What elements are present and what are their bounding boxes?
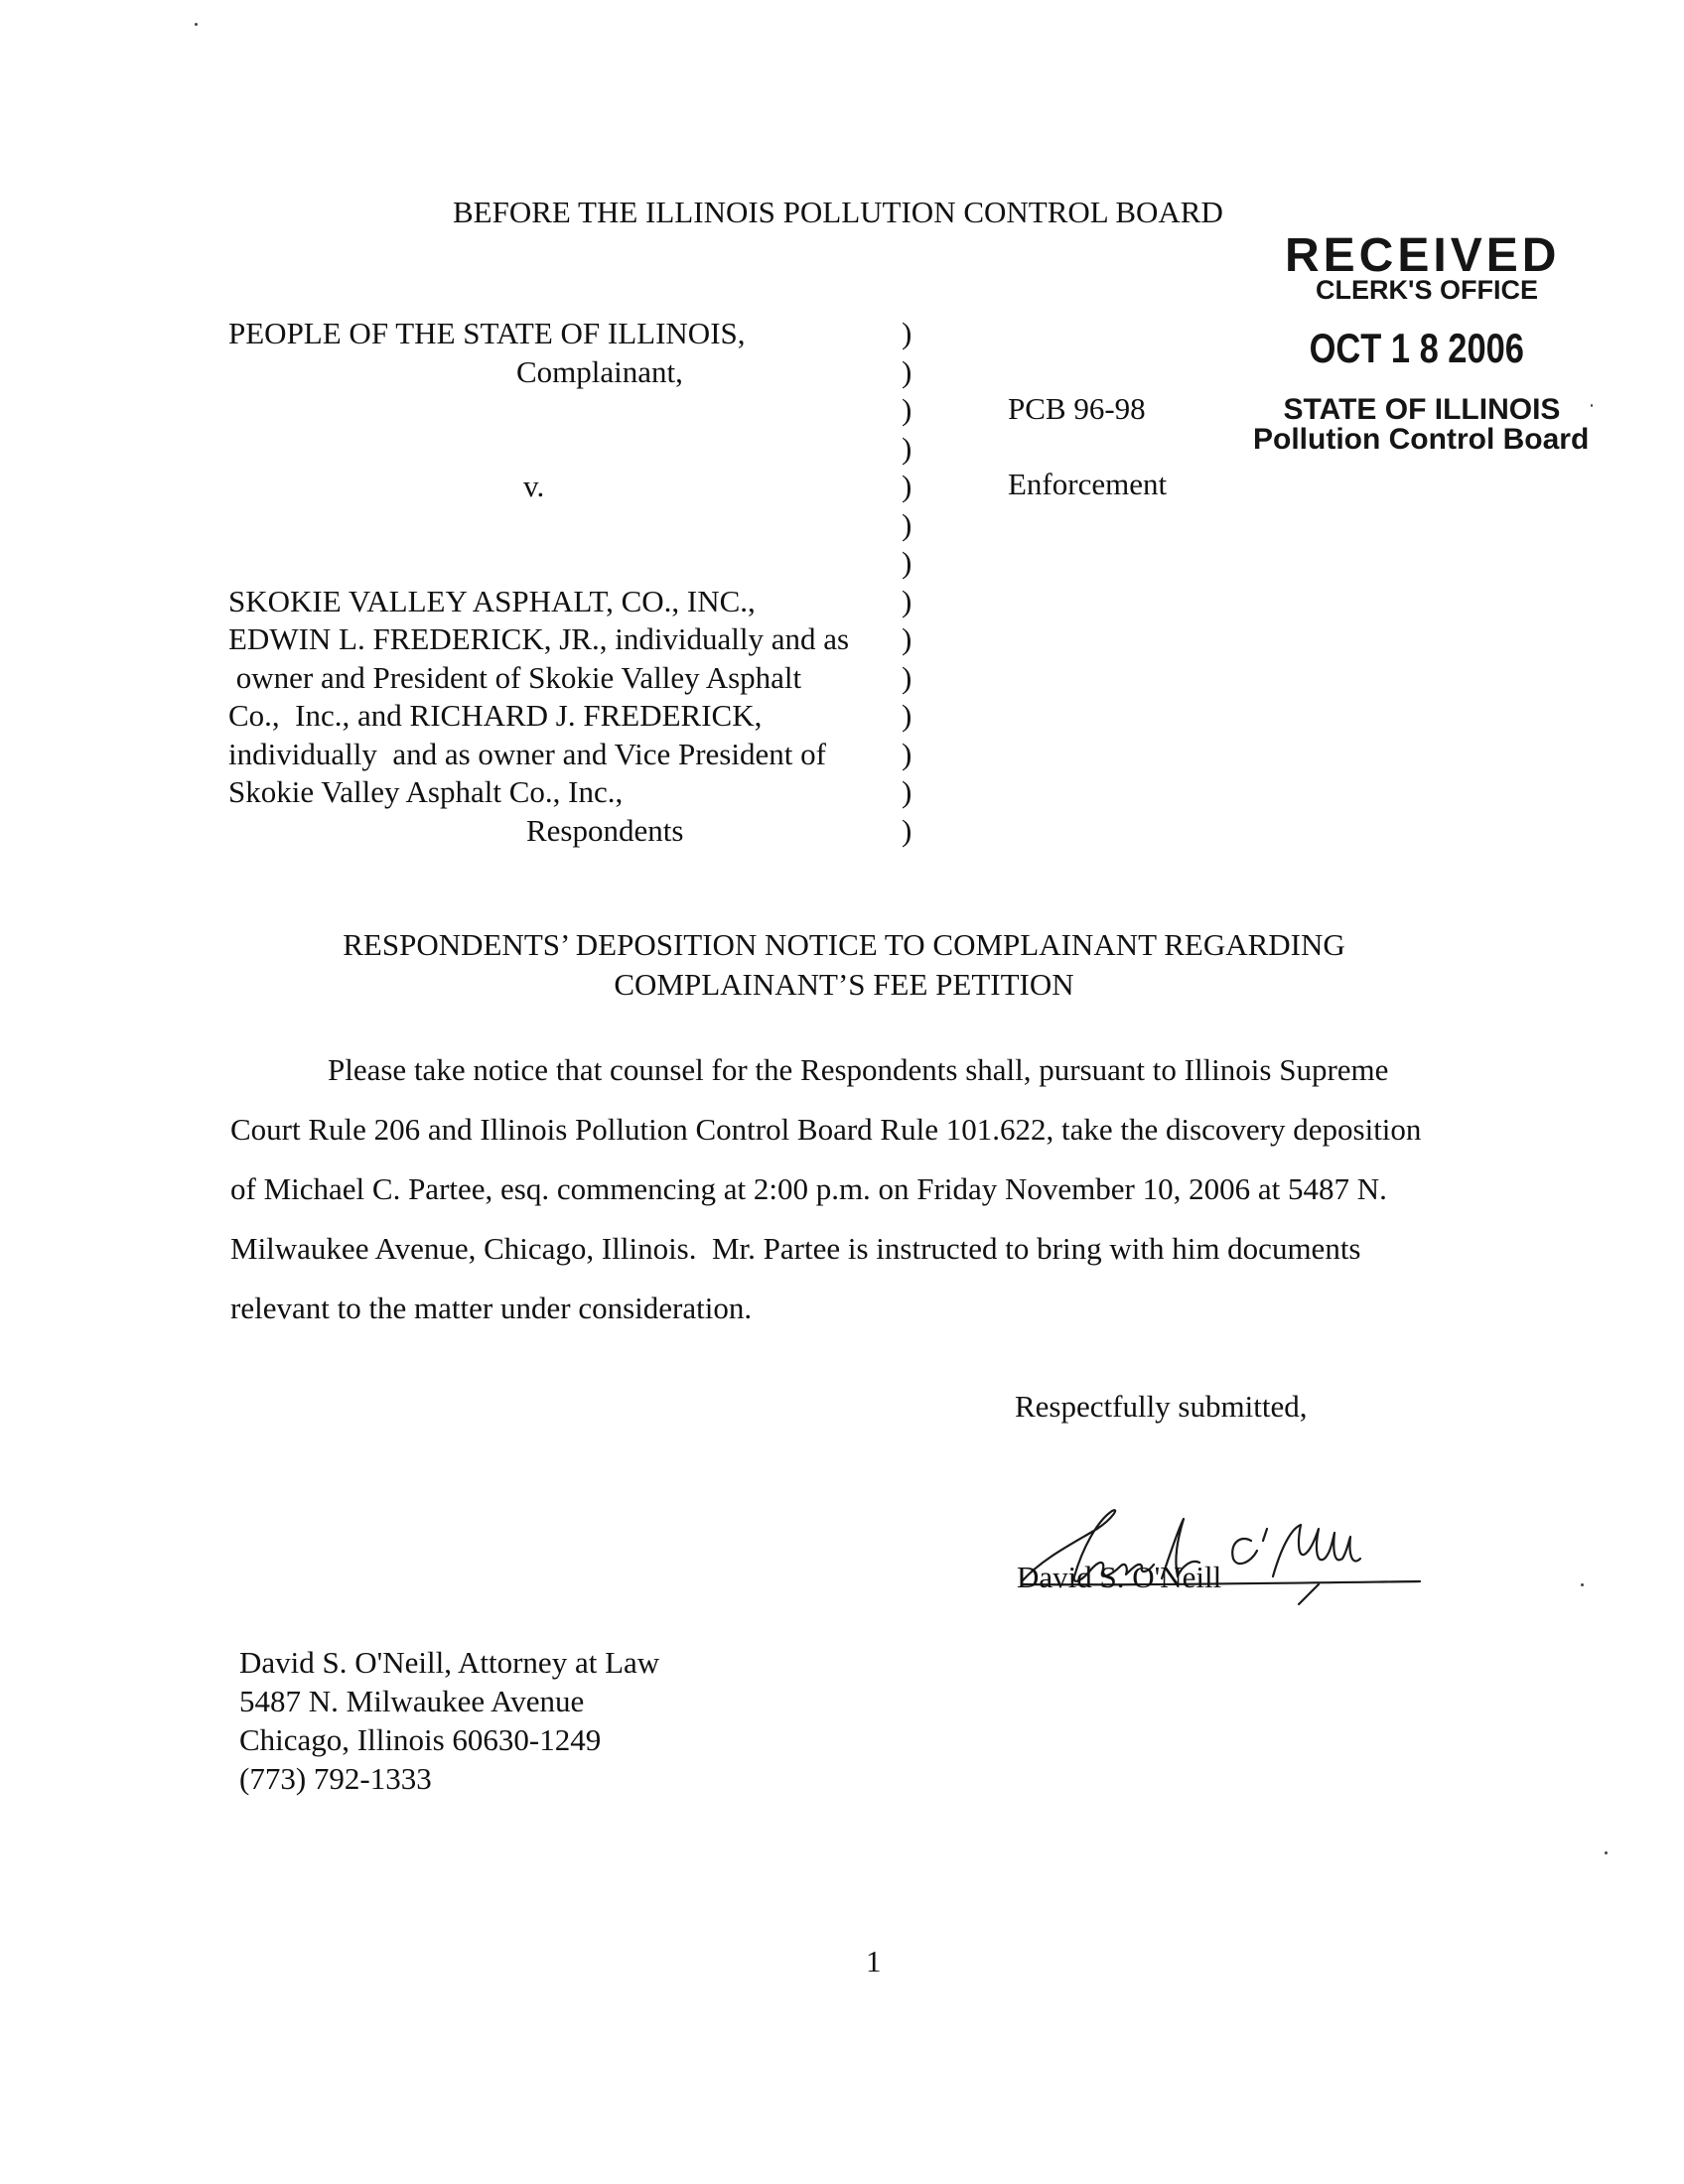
caption-paren: ) — [902, 659, 912, 695]
complainant-name: PEOPLE OF THE STATE OF ILLINOIS, — [228, 316, 746, 350]
respondent-line: EDWIN L. FREDERICK, JR., individually and as — [228, 621, 850, 656]
board-header: BEFORE THE ILLINOIS POLLUTION CONTROL BOARD — [453, 195, 1223, 229]
received-stamp — [1253, 229, 1590, 472]
respondent-line: Skokie Valley Asphalt Co., Inc., — [228, 774, 624, 809]
respondent-role: Respondents — [526, 812, 684, 848]
case-type: Enforcement — [1008, 467, 1168, 501]
stamp-state-label: STATE OF ILLINOIS — [1283, 393, 1561, 426]
case-number: PCB 96-98 — [1008, 391, 1146, 426]
body-line: relevant to the matter under consideration. — [230, 1291, 753, 1325]
attorney-address — [239, 1643, 659, 1798]
page-number: 1 — [866, 1944, 882, 1979]
respondent-line: Co., Inc., and RICHARD J. FREDERICK, — [228, 698, 763, 733]
scan-speck — [195, 23, 198, 26]
address-line: David S. O'Neill, Attorney at Law — [239, 1645, 660, 1680]
caption-paren: ) — [902, 506, 912, 542]
respondent-line: SKOKIE VALLEY ASPHALT, CO., INC., — [228, 583, 756, 618]
stamp-board-label: Pollution Control Board — [1253, 423, 1590, 456]
caption-paren: ) — [902, 545, 912, 580]
caption-paren: ) — [902, 736, 912, 771]
caption-paren: ) — [902, 774, 912, 809]
body-line: Please take notice that counsel for the Respondents shall, pursuant to Illinois Supreme — [328, 1052, 1389, 1087]
body-line: of Michael C. Partee, esq. commencing at 2:00 p.m. on Friday November 10, 2006 at 5487 N. — [230, 1171, 1387, 1206]
scan-speck — [1605, 1851, 1608, 1854]
versus-label: v. — [523, 469, 545, 503]
caption-paren: ) — [902, 698, 912, 733]
signer-printed-name: David S. O'Neill — [1017, 1560, 1222, 1594]
caption-paren: ) — [902, 583, 912, 618]
respondent-line: individually and as owner and Vice President of — [228, 736, 826, 771]
address-line: 5487 N. Milwaukee Avenue — [239, 1684, 585, 1718]
stamp-received-label: RECEIVED — [1285, 229, 1561, 282]
caption-paren: ) — [902, 392, 912, 427]
respondent-line: owner and President of Skokie Valley Asphalt — [228, 659, 802, 695]
scan-speck — [1591, 404, 1593, 407]
stamp-office-label: CLERK'S OFFICE — [1316, 275, 1538, 305]
body-line: Milwaukee Avenue, Chicago, Illinois. Mr. Partee is instructed to bring with him documents — [230, 1231, 1361, 1266]
title-line-2: COMPLAINANT’S FEE PETITION — [614, 967, 1074, 1002]
case-caption — [228, 315, 923, 850]
signature-text: David S. O'Neill — [1013, 1555, 1020, 1556]
caption-paren: ) — [902, 621, 912, 656]
caption-paren: ) — [902, 316, 912, 350]
caption-paren: ) — [902, 353, 912, 389]
body-line: Court Rule 206 and Illinois Pollution Control Board Rule 101.622, take the discovery deposition — [230, 1112, 1422, 1147]
title-line-1: RESPONDENTS’ DEPOSITION NOTICE TO COMPLAINANT REGARDING — [343, 927, 1345, 962]
scan-speck — [1581, 1583, 1584, 1586]
caption-paren: ) — [902, 469, 912, 503]
notice-body — [230, 1040, 1511, 1338]
stamp-date: OCT 1 8 2006 — [1309, 325, 1524, 371]
address-line: (773) 792-1333 — [239, 1761, 432, 1796]
caption-paren: ) — [902, 812, 912, 848]
complainant-role: Complainant, — [516, 353, 683, 389]
closing-salutation: Respectfully submitted, — [1015, 1389, 1308, 1424]
caption-paren: ) — [902, 430, 912, 466]
address-line: Chicago, Illinois 60630-1249 — [239, 1722, 602, 1757]
document-title — [199, 925, 1489, 1005]
caption-parentheses — [902, 315, 931, 850]
